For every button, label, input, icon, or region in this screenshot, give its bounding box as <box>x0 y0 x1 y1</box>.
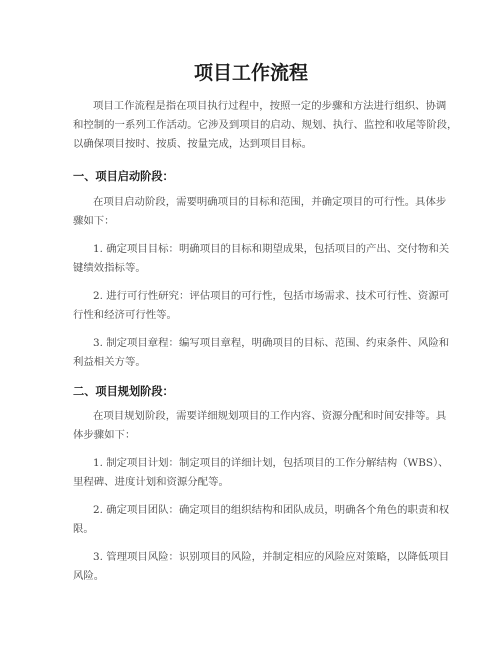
step-line: 2. 进行可行性研究：评估项目的可行性，包括市场需求、技术可行性、资源可 <box>93 290 450 302</box>
step-line: 利益相关方等。 <box>73 356 146 368</box>
step-line: 3. 制定项目章程：编写项目章程，明确项目的目标、范围、约束条件、风险和 <box>93 337 450 349</box>
step-line: 1. 确定项目目标：明确项目的目标和期望成果，包括项目的产出、交付物和关 <box>93 243 450 255</box>
step-line: 2. 确定项目团队：确定项目的组织结构和团队成员，明确各个角色的职责和权 <box>93 504 450 516</box>
section-heading-planning: 二、项目规划阶段： <box>73 385 174 398</box>
step-line: 风险。 <box>73 570 105 582</box>
section-intro-line: 在项目规划阶段，需要详细规划项目的工作内容、资源分配和时间安排等。具 <box>93 410 447 422</box>
step-line: 键绩效指标等。 <box>73 262 146 274</box>
step-line: 3. 管理项目风险：识别项目的风险，并制定相应的风险应对策略，以降低项目 <box>93 551 450 563</box>
intro-line: 以确保项目按时、按质、按量完成，达到项目目标。 <box>73 138 312 150</box>
step-item <box>73 548 450 586</box>
intro-paragraph <box>73 97 458 154</box>
section-intro-planning <box>73 407 447 445</box>
intro-line: 和控制的一系列工作活动。它涉及到项目的启动、规划、执行、监控和收尾等阶段， <box>73 119 458 131</box>
step-item <box>73 240 450 278</box>
section-intro-startup <box>73 193 447 231</box>
intro-line: 项目工作流程是指在项目执行过程中，按照一定的步骤和方法进行组织、协调 <box>93 100 447 112</box>
step-line: 1. 制定项目计划：制定项目的详细计划，包括项目的工作分解结构（WBS）、 <box>93 457 449 469</box>
step-item <box>73 454 449 492</box>
step-line: 里程碑、进度计划和资源分配等。 <box>73 476 229 488</box>
step-line: 行性和经济可行性等。 <box>73 309 177 321</box>
step-item <box>73 287 450 325</box>
section-heading-startup: 一、项目启动阶段： <box>73 170 174 183</box>
step-item <box>73 501 450 539</box>
step-line: 限。 <box>73 523 94 535</box>
document-title: 项目工作流程 <box>193 62 308 84</box>
step-item <box>73 334 450 372</box>
section-intro-line: 在项目启动阶段，需要明确项目的目标和范围，并确定项目的可行性。具体步 <box>93 196 447 208</box>
section-intro-line: 体步骤如下： <box>73 429 136 441</box>
section-intro-line: 骤如下： <box>73 215 115 227</box>
